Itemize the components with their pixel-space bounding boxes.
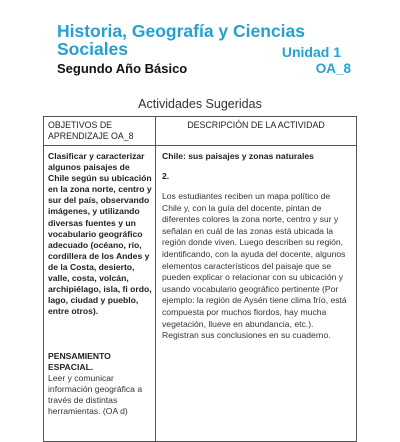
grade-label: Segundo Año Básico bbox=[57, 61, 188, 76]
section-title: Actividades Sugeridas bbox=[138, 97, 262, 111]
learning-objective-text: Clasificar y caracterizar algunos paisajes de Chile según su ubicación en la zona norte, centro y sur del país, observando imágenes, y utilizando diversas fuentes y un vocabulario geográfico adecuado (océano, río, cordillera de los Andes y de la Costa, desierto, valle, costa, volcán, archipiélago, isla, fi ordo, lago, ciudad y pueblo, entre otros). bbox=[48, 151, 152, 317]
activity-cell bbox=[156, 146, 357, 442]
activity-column-header: DESCRIPCIÓN DE LA ACTIVIDAD bbox=[156, 117, 357, 146]
activity-description: Los estudiantes reciben un mapa político de Chile y, con la guía del docente, pintan de diferentes colores la zona norte, centro y sur y señalan en cuál de las zonas está ubicada la región donde viven. Luego describen su región, identificando, con la ayuda del docente, algunos elementos característicos del paisaje que se pueden explicar o relacionar con su ubicación y usando vocabulario geográfico pertinente (Por ejemplo: la región de Aysén tiene clima frío, está compuesta por muchos fiordos, hay mucha vegetación, llueve en abundancia, etc.). Registran sus conclusiones en su cuaderno. bbox=[162, 191, 347, 341]
objectives-cell bbox=[44, 146, 156, 442]
activities-table bbox=[43, 116, 357, 442]
unit-label: Unidad 1 bbox=[281, 44, 341, 60]
objective-code: OA_8 bbox=[315, 61, 351, 76]
skill-heading: PENSAMIENTO ESPACIAL. bbox=[48, 351, 111, 373]
skill-description: Leer y comunicar información geográfica a través de distintas herramientas. (OA d) bbox=[48, 373, 143, 417]
table-header-row bbox=[44, 117, 357, 146]
document-title: Historia, Geografía y Ciencias Sociales bbox=[57, 21, 306, 59]
table-row bbox=[44, 146, 357, 442]
activity-title: Chile: sus paisajes y zonas naturales bbox=[162, 151, 314, 161]
objectives-column-header: OBJETIVOS DE APRENDIZAJE OA_8 bbox=[44, 117, 156, 146]
activity-number: 2. bbox=[162, 171, 170, 181]
